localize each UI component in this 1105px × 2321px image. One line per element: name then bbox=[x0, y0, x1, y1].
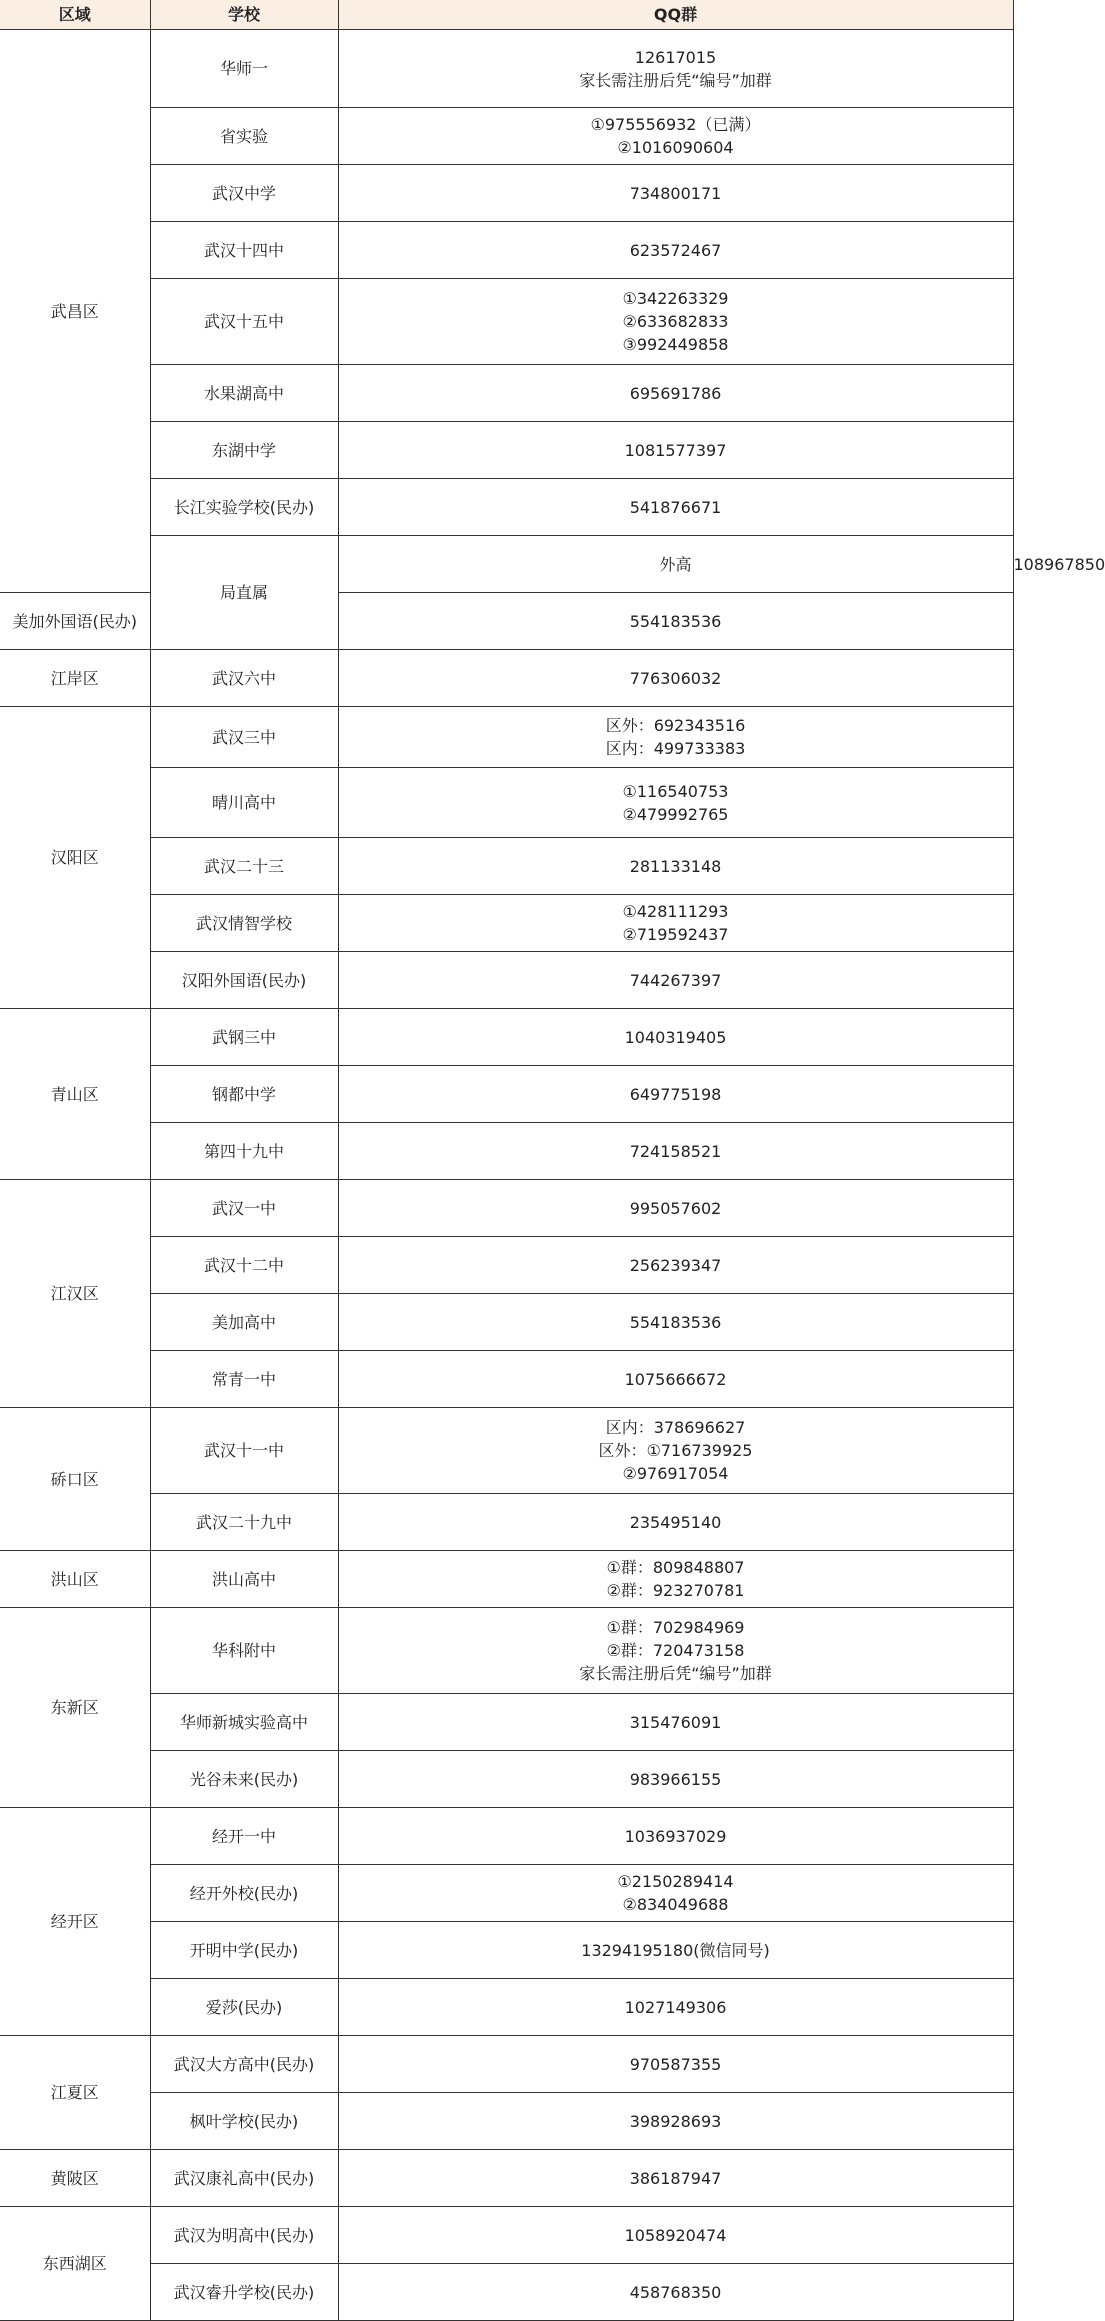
qq-line: 970587355 bbox=[629, 2054, 722, 2074]
school-cell: 武汉二十九中 bbox=[150, 1494, 338, 1551]
qq-line: 1040319405 bbox=[624, 1027, 727, 1047]
district-cell: 东新区 bbox=[0, 1608, 150, 1808]
qq-cell bbox=[338, 365, 1013, 422]
table-row bbox=[0, 1009, 1013, 1066]
qq-cell bbox=[338, 838, 1013, 895]
qq-cell bbox=[338, 279, 1013, 365]
table-row bbox=[0, 479, 1013, 536]
qq-cell bbox=[338, 1294, 1013, 1351]
qq-line: ①群：702984969 bbox=[606, 1618, 745, 1637]
table-row bbox=[0, 1237, 1013, 1294]
table-row bbox=[0, 1494, 1013, 1551]
school-cell: 经开外校(民办) bbox=[150, 1865, 338, 1922]
qq-line: 13294195180(微信同号) bbox=[581, 1940, 770, 1960]
qq-line: 734800171 bbox=[629, 183, 722, 203]
table-row bbox=[0, 2207, 1013, 2264]
table-row bbox=[0, 1066, 1013, 1123]
school-cell: 美加外国语(民办) bbox=[0, 593, 150, 650]
school-cell: 武汉六中 bbox=[150, 650, 338, 707]
table-row bbox=[0, 2150, 1013, 2207]
school-cell: 武汉为明高中(民办) bbox=[150, 2207, 338, 2264]
school-cell: 光谷未来(民办) bbox=[150, 1751, 338, 1808]
header-school: 学校 bbox=[150, 0, 338, 30]
qq-line: 695691786 bbox=[629, 383, 722, 403]
qq-line: 家长需注册后凭“编号”加群 bbox=[579, 70, 772, 90]
qq-cell bbox=[338, 1494, 1013, 1551]
table-row bbox=[0, 1865, 1013, 1922]
header-row bbox=[0, 0, 1013, 30]
district-cell: 经开区 bbox=[0, 1808, 150, 2036]
qq-cell bbox=[338, 479, 1013, 536]
qq-cell bbox=[338, 1351, 1013, 1408]
table-row bbox=[0, 2093, 1013, 2150]
qq-cell bbox=[338, 1551, 1013, 1608]
school-cell: 汉阳外国语(民办) bbox=[150, 952, 338, 1009]
school-cell: 武汉睿升学校(民办) bbox=[150, 2264, 338, 2321]
table-row bbox=[0, 1180, 1013, 1237]
qq-line: 315476091 bbox=[629, 1712, 722, 1732]
school-cell: 武汉康礼高中(民办) bbox=[150, 2150, 338, 2207]
qq-line: ②834049688 bbox=[622, 1895, 729, 1914]
school-cell: 晴川高中 bbox=[150, 768, 338, 838]
qq-line: 983966155 bbox=[629, 1769, 722, 1789]
school-cell: 武汉十四中 bbox=[150, 222, 338, 279]
district-cell: 武昌区 bbox=[0, 30, 150, 593]
qq-cell bbox=[338, 2150, 1013, 2207]
qq-cell bbox=[338, 650, 1013, 707]
school-cell: 开明中学(民办) bbox=[150, 1922, 338, 1979]
table-row bbox=[0, 1808, 1013, 1865]
qq-cell bbox=[338, 30, 1013, 108]
qq-cell bbox=[338, 1751, 1013, 1808]
header-district: 区域 bbox=[0, 0, 150, 30]
school-cell: 枫叶学校(民办) bbox=[150, 2093, 338, 2150]
qq-line: 398928693 bbox=[629, 2111, 722, 2131]
qq-line: 12617015 bbox=[634, 47, 717, 67]
qq-cell bbox=[338, 1808, 1013, 1865]
table-row bbox=[0, 108, 1013, 165]
qq-cell bbox=[338, 1694, 1013, 1751]
qq-cell bbox=[338, 1608, 1013, 1694]
qq-line: 649775198 bbox=[629, 1084, 722, 1104]
qq-line: 1075666672 bbox=[624, 1369, 727, 1389]
qq-cell bbox=[338, 768, 1013, 838]
qq-line: 776306032 bbox=[629, 668, 722, 688]
qq-line: 744267397 bbox=[629, 970, 722, 990]
qq-line: ①428111293 bbox=[622, 902, 729, 921]
qq-line: ②1016090604 bbox=[617, 138, 734, 157]
district-cell: 江岸区 bbox=[0, 650, 150, 707]
school-cell: 美加高中 bbox=[150, 1294, 338, 1351]
table-row bbox=[0, 838, 1013, 895]
school-cell: 常青一中 bbox=[150, 1351, 338, 1408]
qq-cell bbox=[338, 707, 1013, 768]
qq-line: 458768350 bbox=[629, 2282, 722, 2302]
qq-cell bbox=[338, 1865, 1013, 1922]
qq-cell bbox=[338, 422, 1013, 479]
qq-cell bbox=[338, 2264, 1013, 2321]
school-cell: 武汉中学 bbox=[150, 165, 338, 222]
qq-cell bbox=[338, 1066, 1013, 1123]
school-cell: 东湖中学 bbox=[150, 422, 338, 479]
district-cell: 东西湖区 bbox=[0, 2207, 150, 2321]
school-cell: 武汉二十三 bbox=[150, 838, 338, 895]
school-cell: 经开一中 bbox=[150, 1808, 338, 1865]
school-cell: 第四十九中 bbox=[150, 1123, 338, 1180]
table-row bbox=[0, 422, 1013, 479]
table-body bbox=[0, 30, 1105, 2321]
district-cell: 江夏区 bbox=[0, 2036, 150, 2150]
school-cell: 水果湖高中 bbox=[150, 365, 338, 422]
table-row bbox=[0, 1694, 1013, 1751]
table-row bbox=[0, 1979, 1013, 2036]
qq-line: 724158521 bbox=[629, 1141, 722, 1161]
table-row bbox=[0, 1608, 1013, 1694]
school-cell: 华师一 bbox=[150, 30, 338, 108]
district-cell: 黄陂区 bbox=[0, 2150, 150, 2207]
qq-line: 995057602 bbox=[629, 1198, 722, 1218]
qq-line: 区内：499733383 bbox=[605, 739, 746, 758]
qq-cell bbox=[338, 593, 1013, 650]
table-row bbox=[0, 1751, 1013, 1808]
qq-cell bbox=[338, 1180, 1013, 1237]
table-row bbox=[0, 895, 1013, 952]
school-cell: 钢都中学 bbox=[150, 1066, 338, 1123]
qq-line: ①975556932（已满） bbox=[590, 115, 761, 134]
table-row bbox=[0, 365, 1013, 422]
table-row bbox=[0, 1922, 1013, 1979]
qq-cell bbox=[338, 1123, 1013, 1180]
school-cell: 武汉情智学校 bbox=[150, 895, 338, 952]
table-row bbox=[0, 165, 1013, 222]
qq-line: ①群：809848807 bbox=[606, 1558, 745, 1577]
school-cell: 武汉十一中 bbox=[150, 1408, 338, 1494]
table-row bbox=[0, 707, 1013, 768]
school-cell: 武钢三中 bbox=[150, 1009, 338, 1066]
school-cell: 武汉十二中 bbox=[150, 1237, 338, 1294]
district-cell: 洪山区 bbox=[0, 1551, 150, 1608]
table-row bbox=[0, 2036, 1013, 2093]
qq-line: 区外：692343516 bbox=[605, 716, 746, 735]
school-cell: 洪山高中 bbox=[150, 1551, 338, 1608]
qq-line: ②群：923270781 bbox=[606, 1581, 745, 1600]
district-cell: 局直属 bbox=[150, 536, 338, 650]
table-row bbox=[0, 1351, 1013, 1408]
district-cell: 江汉区 bbox=[0, 1180, 150, 1408]
qq-line: ②群：720473158 bbox=[606, 1641, 745, 1660]
qq-line: 235495140 bbox=[629, 1512, 722, 1532]
table-row bbox=[0, 279, 1013, 365]
qq-cell bbox=[338, 1009, 1013, 1066]
qq-cell bbox=[338, 2207, 1013, 2264]
qq-line: 区外：①716739925 bbox=[598, 1441, 753, 1460]
qq-line: ①2150289414 bbox=[617, 1872, 734, 1891]
qq-line: ③992449858 bbox=[622, 335, 729, 354]
qq-cell bbox=[338, 2093, 1013, 2150]
table-row bbox=[0, 768, 1013, 838]
school-cell: 武汉一中 bbox=[150, 1180, 338, 1237]
qq-line: ②976917054 bbox=[622, 1464, 729, 1483]
qq-line: ①116540753 bbox=[622, 781, 729, 801]
qq-cell bbox=[338, 2036, 1013, 2093]
qq-line: 1027149306 bbox=[624, 1997, 727, 2017]
qq-cell bbox=[338, 165, 1013, 222]
table-row bbox=[0, 952, 1013, 1009]
qq-line: 区内：378696627 bbox=[605, 1418, 746, 1437]
table-row bbox=[0, 650, 1013, 707]
qq-cell bbox=[338, 1408, 1013, 1494]
qq-line: 554183536 bbox=[629, 611, 722, 631]
table-row bbox=[0, 1551, 1013, 1608]
district-cell: 青山区 bbox=[0, 1009, 150, 1180]
table-row bbox=[0, 1408, 1013, 1494]
school-cell: 武汉三中 bbox=[150, 707, 338, 768]
qq-line: 1036937029 bbox=[624, 1826, 727, 1846]
table-row bbox=[0, 2264, 1013, 2321]
qq-cell bbox=[338, 895, 1013, 952]
qq-line: 1058920474 bbox=[624, 2225, 727, 2245]
table-row bbox=[0, 1123, 1013, 1180]
qq-line: 623572467 bbox=[629, 240, 722, 260]
qq-cell bbox=[338, 1922, 1013, 1979]
school-cell: 省实验 bbox=[150, 108, 338, 165]
school-cell: 华师新城实验高中 bbox=[150, 1694, 338, 1751]
qq-line: 1081577397 bbox=[624, 440, 727, 460]
school-cell: 外高 bbox=[338, 536, 1013, 593]
table-row: 局直属 外高 108967850 bbox=[0, 536, 1013, 593]
district-cell: 汉阳区 bbox=[0, 707, 150, 1009]
district-cell: 硚口区 bbox=[0, 1408, 150, 1551]
qq-line: 家长需注册后凭“编号”加群 bbox=[579, 1664, 772, 1683]
table-row bbox=[0, 30, 1013, 108]
school-cell: 华科附中 bbox=[150, 1608, 338, 1694]
qq-line: 386187947 bbox=[629, 2168, 722, 2188]
school-cell: 武汉大方高中(民办) bbox=[150, 2036, 338, 2093]
qq-line: 256239347 bbox=[629, 1255, 722, 1275]
qq-line: ②633682833 bbox=[622, 312, 729, 331]
table-row bbox=[0, 222, 1013, 279]
table-row bbox=[0, 1294, 1013, 1351]
qq-line: ①342263329 bbox=[622, 289, 729, 308]
qq-line: ②719592437 bbox=[622, 925, 729, 944]
qq-cell bbox=[338, 1979, 1013, 2036]
school-cell: 武汉十五中 bbox=[150, 279, 338, 365]
qq-cell bbox=[338, 222, 1013, 279]
school-cell: 长江实验学校(民办) bbox=[150, 479, 338, 536]
qq-cell bbox=[338, 952, 1013, 1009]
qq-cell bbox=[338, 1237, 1013, 1294]
qq-line: 554183536 bbox=[629, 1312, 722, 1332]
qq-line: ②479992765 bbox=[622, 804, 729, 824]
header-qq: QQ群 bbox=[338, 0, 1013, 30]
school-cell: 爱莎(民办) bbox=[150, 1979, 338, 2036]
qq-line: 541876671 bbox=[629, 497, 722, 517]
qq-line: 281133148 bbox=[629, 856, 722, 876]
qq-cell bbox=[338, 108, 1013, 165]
